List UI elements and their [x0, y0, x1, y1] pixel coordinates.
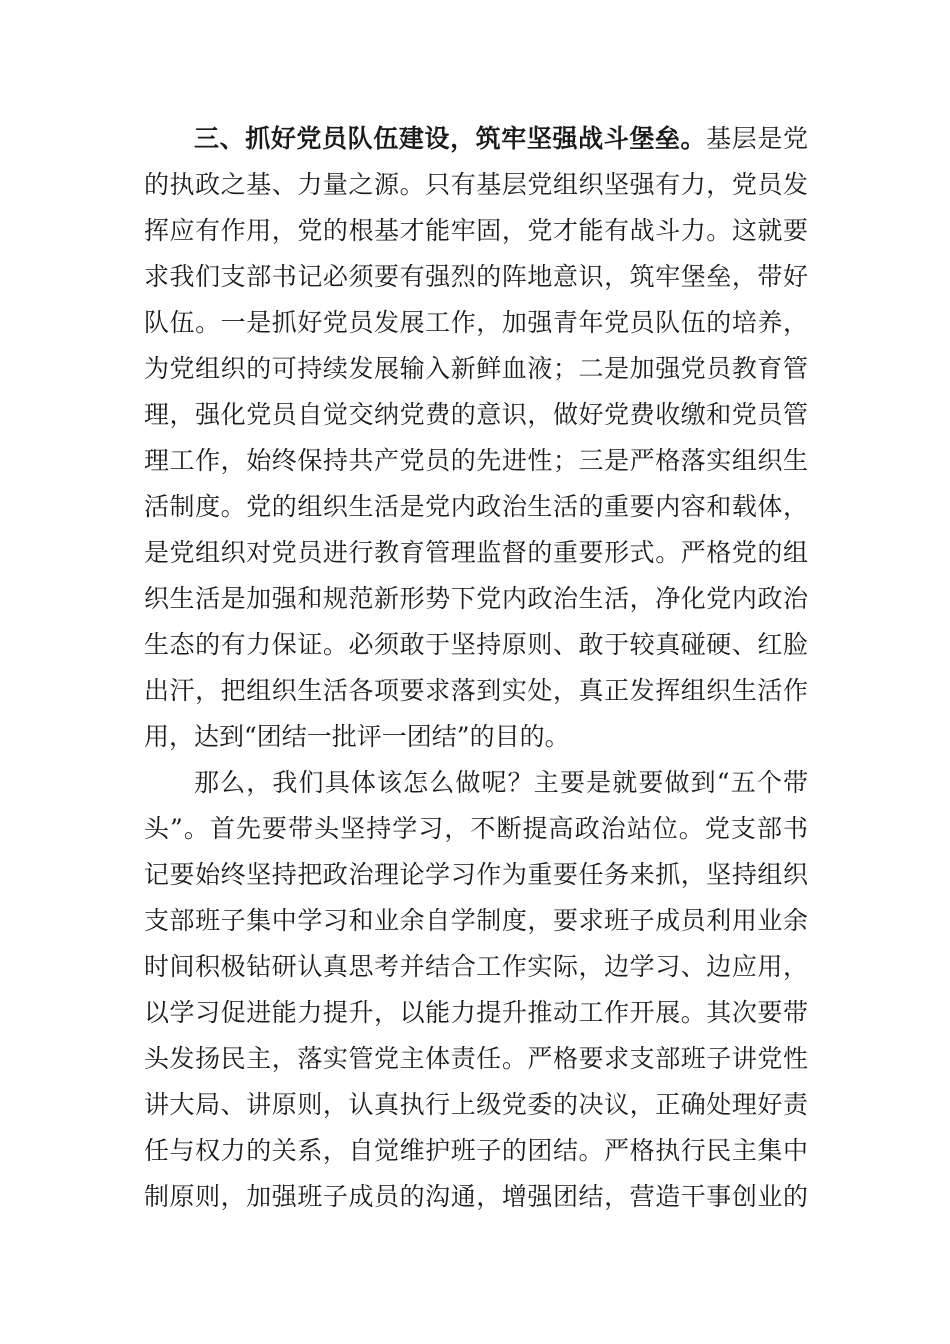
paragraph-line: 理工作，始终保持共产党员的先进性；三是严格落实组织生 [144, 446, 808, 475]
section-heading: 三、抓好党员队伍建设，筑牢坚强战斗堡垒。 [194, 124, 707, 153]
document-body [144, 116, 808, 1220]
paragraph-line: 任与权力的关系，自觉维护班子的团结。严格执行民主集中 [144, 1136, 808, 1165]
paragraph-line: 讲大局、讲原则，认真执行上级党委的决议，正确处理好责 [144, 1090, 808, 1119]
paragraph-party-building [144, 116, 808, 760]
paragraph-line: 理，强化党员自觉交纳党费的意识，做好党费收缴和党员管 [144, 400, 808, 429]
paragraph-line: 出汗，把组织生活各项要求落到实处，真正发挥组织生活作 [144, 676, 808, 705]
paragraph-line: 生态的有力保证。必须敢于坚持原则、敢于较真碰硬、红脸 [144, 630, 808, 659]
paragraph-line: 挥应有作用，党的根基才能牢固，党才能有战斗力。这就要 [144, 216, 808, 245]
paragraph-line: 用，达到“团结一批评一团结”的目的。 [144, 722, 570, 751]
paragraph-line: 头发扬民主，落实管党主体责任。严格要求支部班子讲党性 [144, 1044, 808, 1073]
paragraph-five-leads [144, 760, 808, 1220]
paragraph-line: 活制度。党的组织生活是党内政治生活的重要内容和载体， [144, 492, 808, 521]
paragraph-line: 三、抓好党员队伍建设，筑牢坚强战斗堡垒。基层是党 [194, 124, 808, 153]
paragraph-line: 时间积极钻研认真思考并结合工作实际，边学习、边应用， [144, 952, 808, 981]
paragraph-line: 头”。首先要带头坚持学习，不断提高政治站位。党支部书 [144, 814, 808, 843]
paragraph-line: 以学习促进能力提升，以能力提升推动工作开展。其次要带 [144, 998, 808, 1027]
paragraph-line: 支部班子集中学习和业余自学制度，要求班子成员利用业余 [144, 906, 808, 935]
paragraph-line: 求我们支部书记必须要有强烈的阵地意识，筑牢堡垒，带好 [144, 262, 808, 291]
paragraph-line: 织生活是加强和规范新形势下党内政治生活，净化党内政治 [144, 584, 808, 613]
paragraph-line: 制原则，加强班子成员的沟通，增强团结，营造干事创业的 [144, 1182, 808, 1211]
paragraph-line: 是党组织对党员进行教育管理监督的重要形式。严格党的组 [144, 538, 808, 567]
paragraph-line: 记要始终坚持把政治理论学习作为重要任务来抓，坚持组织 [144, 860, 808, 889]
paragraph-line: 队伍。一是抓好党员发展工作，加强青年党员队伍的培养， [144, 308, 808, 337]
paragraph-line: 的执政之基、力量之源。只有基层党组织坚强有力，党员发 [144, 170, 808, 199]
paragraph-line: 为党组织的可持续发展输入新鲜血液；二是加强党员教育管 [144, 354, 808, 383]
paragraph-line: 那么，我们具体该怎么做呢？主要是就要做到“五个带 [194, 768, 808, 797]
